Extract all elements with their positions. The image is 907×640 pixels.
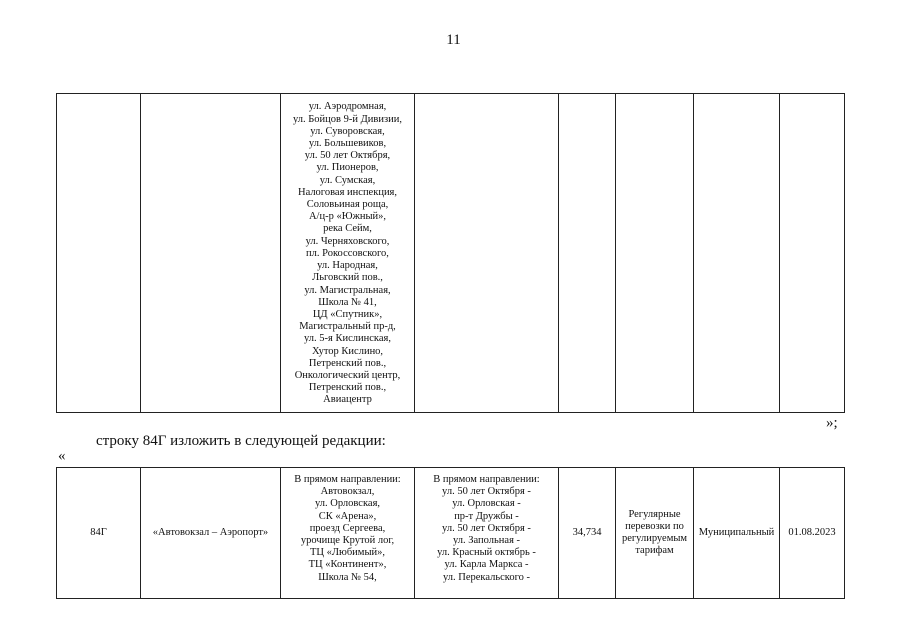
stops-list	[281, 99, 414, 406]
stop-item: А/ц-р «Южный»,	[308, 211, 387, 223]
stop-item: ул. Большевиков,	[308, 138, 387, 150]
stop-item: ул. Сумская,	[319, 174, 376, 186]
stop-item: Магистральный пр-д,	[299, 321, 396, 333]
stop-item: Соловьиная роща,	[306, 199, 389, 211]
stop-item: урочище Крутой лог,	[300, 535, 395, 547]
stop-item: ул. Аэродромная,	[308, 101, 387, 113]
transport-type-line: Регулярные	[628, 508, 681, 520]
cell-route-name	[141, 94, 281, 413]
stop-item: Школа № 41,	[318, 296, 377, 308]
stop-item: Онкологический центр,	[294, 369, 401, 381]
street-item: В прямом направлении:	[433, 474, 540, 485]
cell-date	[780, 94, 845, 413]
table-row	[57, 94, 845, 413]
street-item: ул. Красный октябрь -	[437, 547, 536, 559]
cell-transport-type	[616, 468, 694, 599]
stop-item: ул. Народная,	[317, 260, 378, 272]
cell-length: 34,734	[559, 468, 616, 599]
stop-item: пл. Рокоссовского,	[306, 247, 389, 259]
stop-item: Автовокзал,	[320, 486, 375, 498]
cell-route-name: «Автовокзал – Аэропорт»	[141, 468, 281, 599]
stop-item: проезд Сергеева,	[309, 522, 386, 534]
stop-item: Авиацентр	[323, 394, 372, 406]
street-item: ул. 50 лет Октября -	[442, 486, 531, 498]
stop-item: Хутор Кислино,	[311, 345, 384, 357]
stop-item: ул. Пионеров,	[316, 162, 379, 174]
stop-item: В прямом направлении:	[294, 474, 401, 485]
page-number: 11	[446, 32, 461, 48]
opening-quote: «	[58, 448, 66, 464]
transport-type-line: перевозки по	[625, 520, 684, 532]
stop-item: ТЦ «Любимый»,	[310, 547, 385, 559]
stop-item: ул. Магистральная,	[304, 284, 391, 296]
street-item: ул. Орловская -	[452, 498, 521, 510]
closing-quote: »;	[826, 415, 838, 431]
street-item: ул. Запольная -	[452, 535, 521, 547]
cell-route-number: 84Г	[57, 468, 141, 599]
street-item: ул. 50 лет Октября -	[442, 522, 531, 534]
stop-item: ул. 5-я Кислинская,	[304, 333, 391, 345]
cell-streets	[415, 468, 559, 599]
cell-length	[559, 94, 616, 413]
stop-item: ул. Бойцов 9-й Дивизии,	[293, 113, 402, 125]
cell-route-kind: Муниципальный	[694, 468, 780, 599]
stop-item: СК «Арена»,	[318, 510, 377, 522]
stop-item: ул. Суворовская,	[310, 125, 385, 137]
stop-item: ул. 50 лет Октября,	[304, 150, 391, 162]
stop-item: ЦД «Спутник»,	[312, 308, 383, 320]
stop-item: Налоговая инспекция,	[297, 186, 398, 198]
table-row	[57, 468, 845, 599]
transport-type-line: тарифам	[635, 545, 674, 557]
cell-date: 01.08.2023	[780, 468, 845, 599]
street-item: ул. Перекальского -	[442, 571, 531, 583]
cell-stops	[281, 94, 415, 413]
instruction-text: строку 84Г изложить в следующей редакции:	[96, 433, 386, 449]
stop-item: Петренский пов.,	[308, 382, 387, 394]
stop-item: ул. Черняховского,	[305, 235, 390, 247]
stop-item: река Сейм,	[323, 223, 372, 235]
cell-route-kind	[694, 94, 780, 413]
cell-route-number	[57, 94, 141, 413]
stop-item: Петренский пов.,	[308, 357, 387, 369]
stop-item: ТЦ «Континент»,	[308, 559, 387, 571]
transport-type-line: регулируемым	[621, 533, 688, 544]
cell-streets	[415, 94, 559, 413]
street-item: пр-т Дружбы -	[454, 510, 519, 522]
stop-item: Школа № 54,	[318, 571, 377, 583]
cell-stops	[281, 468, 415, 599]
street-item: ул. Карла Маркса -	[444, 559, 529, 571]
cell-transport-type	[616, 94, 694, 413]
route-table-continuation	[56, 93, 845, 413]
stop-item: Льговский пов.,	[312, 272, 383, 284]
stop-item: ул. Орловская,	[314, 498, 381, 510]
route-table-84g	[56, 467, 845, 599]
